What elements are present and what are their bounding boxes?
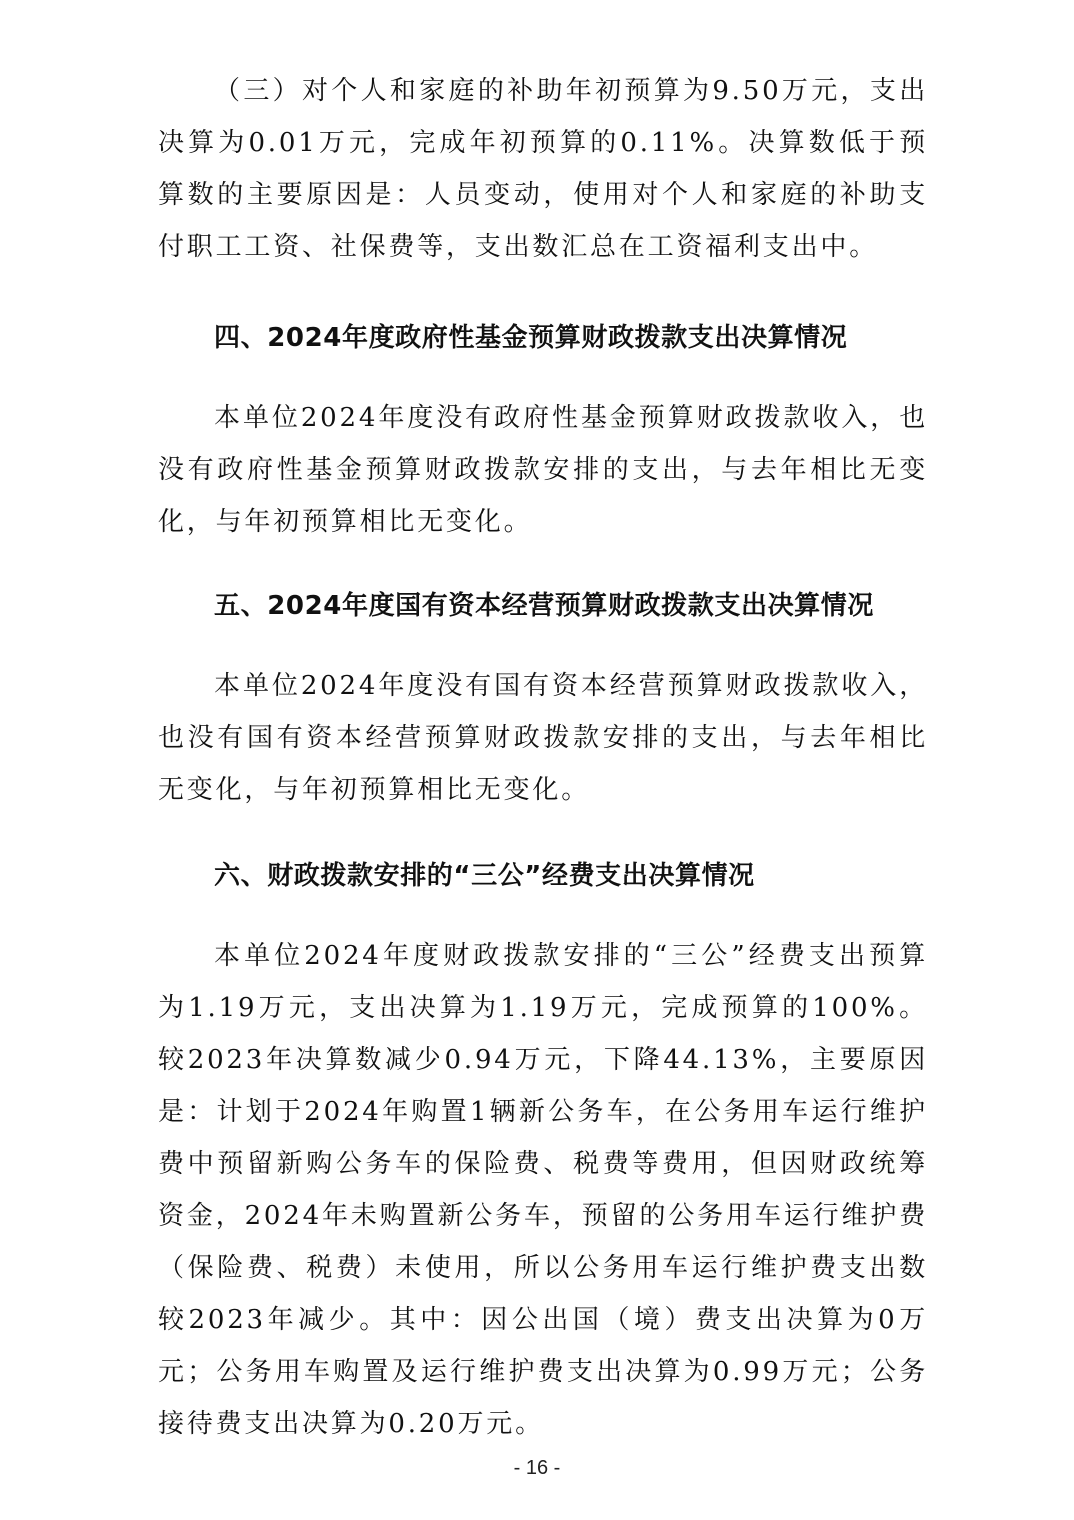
paragraph-family-subsidy: （三）对个人和家庭的补助年初预算为9.50万元，支出决算为0.01万元，完成年初预算的0.11%。决算数低于预算数的主要原因是：人员变动，使用对个人和家庭的补助支付职工工资、社保费等，支出数汇总在工资福利支出中。 bbox=[158, 76, 928, 262]
section-heading-government-fund: 四、2024年度政府性基金预算财政拨款支出决算情况 bbox=[214, 323, 848, 353]
section-heading-state-capital: 五、2024年度国有资本经营预算财政拨款支出决算情况 bbox=[214, 591, 874, 621]
section-heading-three-public-expenses: 六、财政拨款安排的“三公”经费支出决算情况 bbox=[214, 861, 755, 891]
paragraph-three-public-expenses: 本单位2024年度财政拨款安排的“三公”经费支出预算为1.19万元，支出决算为1.19万元，完成预算的100%。较2023年决算数减少0.94万元，下降44.13%，主要原因是：计划于2024年购置1辆新公务车，在公务用车运行维护费中预留新购公务车的保险费、税费等费用，但因财政统筹资金，2024年未购置新公务车，预留的公务用车运行维护费（保险费、税费）未使用，所以公务用车运行维护费支出数较2023年减少。其中：因公出国（境）费支出决算为0万元；公务用车购置及运行维护费支出决算为0.99万元；公务接待费支出决算为0.20万元。 bbox=[158, 941, 928, 1439]
paragraph-state-capital: 本单位2024年度没有国有资本经营预算财政拨款收入，也没有国有资本经营预算财政拨款安排的支出，与去年相比无变化，与年初预算相比无变化。 bbox=[158, 671, 928, 805]
page-number: - 16 - bbox=[513, 1457, 561, 1479]
paragraph-government-fund: 本单位2024年度没有政府性基金预算财政拨款收入，也没有政府性基金预算财政拨款安排的支出，与去年相比无变化，与年初预算相比无变化。 bbox=[158, 403, 928, 537]
